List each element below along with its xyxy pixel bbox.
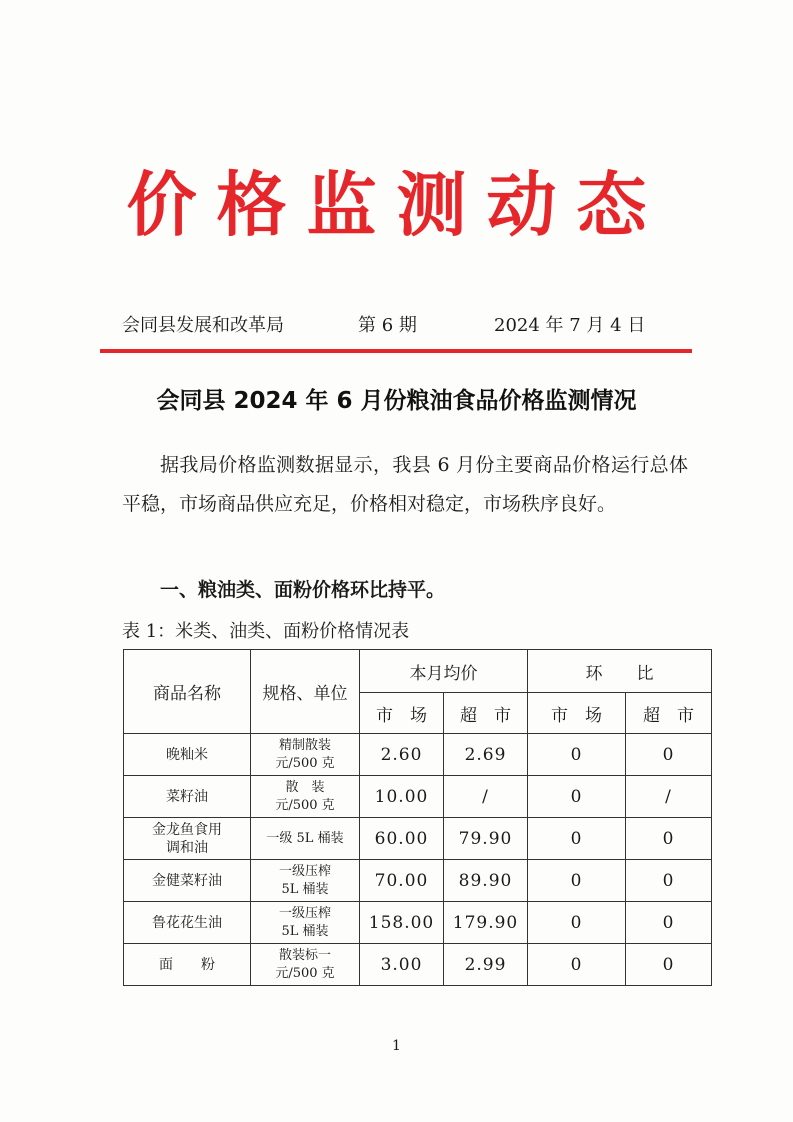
- product-spec: [251, 818, 360, 860]
- intro-paragraph: 据我局价格监测数据显示，我县 6 月份主要商品价格运行总体平稳，市场商品供应充足，价格相对稳定，市场秩序良好。: [122, 454, 688, 515]
- header-avg-price: 本月均价: [360, 650, 528, 693]
- header-avg-market: 市 场: [360, 693, 444, 734]
- product-spec: [251, 944, 360, 986]
- cell-mom-supermarket: 0: [626, 860, 712, 902]
- product-spec-line: 一级压榨: [278, 863, 331, 879]
- cell-mom-market: 0: [528, 818, 626, 860]
- price-table: [123, 649, 712, 986]
- issue-number: 第 6 期: [358, 315, 417, 336]
- product-spec: [251, 776, 360, 818]
- cell-market: 60.00: [360, 818, 444, 860]
- product-spec-line: 5L 桶装: [281, 923, 329, 939]
- product-spec-line: 元/500 克: [275, 755, 335, 771]
- product-spec-line: 元/500 克: [275, 965, 335, 981]
- product-name: [124, 776, 251, 818]
- cell-supermarket: 179.90: [444, 902, 528, 944]
- cell-mom-market: 0: [528, 860, 626, 902]
- cell-mom-market: 0: [528, 944, 626, 986]
- header-name: 商品名称: [124, 650, 251, 734]
- table-row: [124, 860, 712, 902]
- table-row: [124, 902, 712, 944]
- header-mom-supermarket: 超 市: [626, 693, 712, 734]
- cell-mom-market: 0: [528, 902, 626, 944]
- product-name-line: 鲁花花生油: [152, 914, 222, 931]
- product-spec-line: 一级压榨: [278, 905, 331, 921]
- cell-mom-supermarket: 0: [626, 902, 712, 944]
- header-mom-market: 市 场: [528, 693, 626, 734]
- red-divider: [100, 349, 692, 353]
- cell-supermarket: /: [444, 776, 528, 818]
- cell-market: 10.00: [360, 776, 444, 818]
- product-spec-line: 散装标一: [278, 947, 331, 963]
- cell-market: 158.00: [360, 902, 444, 944]
- cell-supermarket: 89.90: [444, 860, 528, 902]
- table-row: [124, 944, 712, 986]
- document-title: 会同县 2024 年 6 月份粮油食品价格监测情况: [156, 388, 637, 414]
- cell-mom-market: 0: [528, 776, 626, 818]
- table-row: [124, 776, 712, 818]
- cell-mom-market: 0: [528, 734, 626, 776]
- publisher: 会同县发展和改革局: [122, 315, 284, 336]
- cell-supermarket: 79.90: [444, 818, 528, 860]
- product-name-line: 调和油: [166, 839, 208, 856]
- product-spec: [251, 860, 360, 902]
- product-spec-line: 元/500 克: [275, 797, 335, 813]
- header-spec: 规格、单位: [251, 650, 360, 734]
- product-name-line: 面 粉: [159, 956, 215, 973]
- product-name: [124, 902, 251, 944]
- page-number: 1: [392, 1038, 401, 1054]
- table-row: [124, 734, 712, 776]
- cell-mom-supermarket: 0: [626, 734, 712, 776]
- product-name-line: 金龙鱼食用: [152, 821, 222, 838]
- product-name: [124, 944, 251, 986]
- cell-mom-supermarket: 0: [626, 818, 712, 860]
- product-spec-line: 5L 桶装: [281, 881, 329, 897]
- cell-supermarket: 2.69: [444, 734, 528, 776]
- cell-market: 3.00: [360, 944, 444, 986]
- header-avg-supermarket: 超 市: [444, 693, 528, 734]
- product-name-line: 晚籼米: [166, 746, 208, 763]
- section-heading-1: 一、粮油类、面粉价格环比持平。: [160, 579, 446, 601]
- cell-supermarket: 2.99: [444, 944, 528, 986]
- product-name-line: 菜籽油: [166, 788, 208, 805]
- cell-market: 2.60: [360, 734, 444, 776]
- product-spec-line: 精制散装: [278, 737, 331, 753]
- issue-line: [122, 312, 682, 340]
- product-spec: [251, 902, 360, 944]
- issue-date: 2024 年 7 月 4 日: [494, 315, 646, 336]
- product-spec-line: 一级 5L 桶装: [266, 830, 344, 846]
- cell-mom-supermarket: 0: [626, 944, 712, 986]
- product-name: [124, 818, 251, 860]
- table-caption: 表 1：米类、油类、面粉价格情况表: [122, 621, 410, 642]
- masthead-title: 价格监测动态: [126, 164, 667, 246]
- product-name-line: 金健菜籽油: [152, 872, 222, 889]
- product-name: [124, 734, 251, 776]
- cell-mom-supermarket: /: [626, 776, 712, 818]
- product-name: [124, 860, 251, 902]
- product-spec: [251, 734, 360, 776]
- cell-market: 70.00: [360, 860, 444, 902]
- product-spec-line: 散 装: [285, 779, 325, 795]
- table-row: [124, 818, 712, 860]
- header-month-on-month: 环 比: [528, 650, 712, 693]
